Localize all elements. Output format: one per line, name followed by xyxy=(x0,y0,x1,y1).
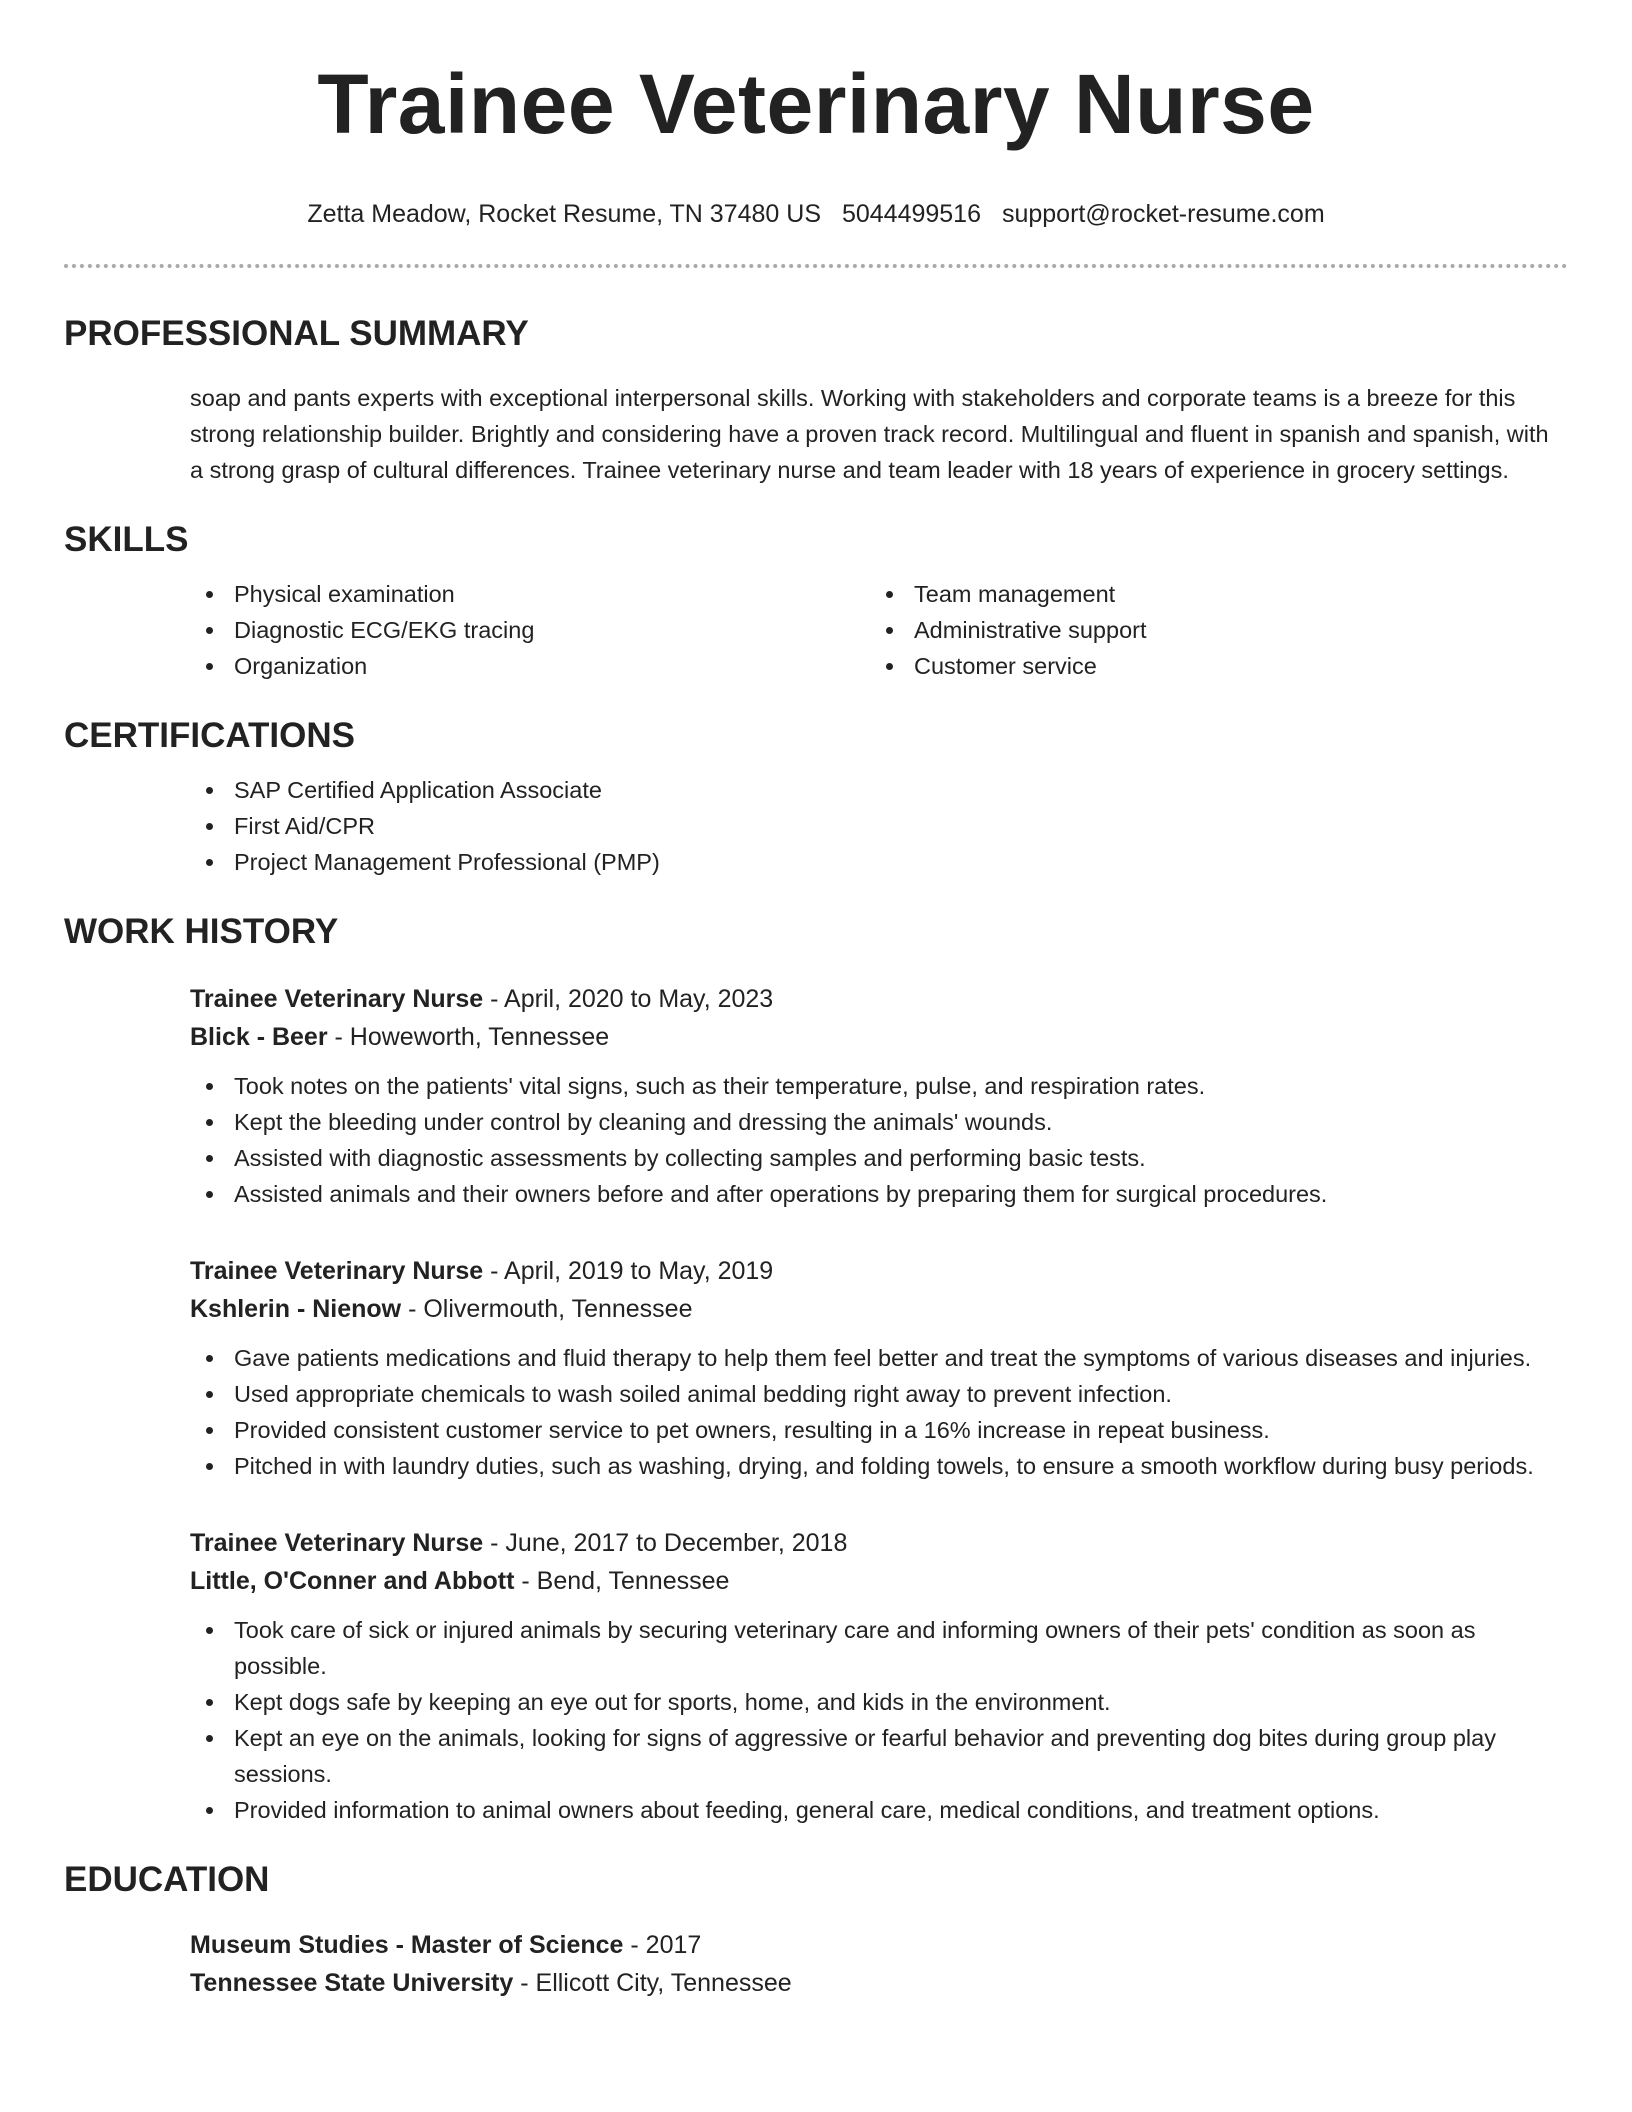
summary-section xyxy=(64,312,1568,488)
candidate-title: Trainee Veterinary Nurse xyxy=(317,57,1315,151)
list-item: SAP Certified Application Associate xyxy=(190,772,1568,808)
certifications-section xyxy=(64,714,1568,880)
list-item: First Aid/CPR xyxy=(190,808,1568,844)
job-company-line xyxy=(190,1290,1568,1328)
education-location: - Ellicott City, Tennessee xyxy=(513,1969,792,1997)
job-location: - Olivermouth, Tennessee xyxy=(401,1295,693,1323)
list-item: Provided consistent customer service to pet owners, resulting in a 16% increase in repeat business. xyxy=(190,1412,1568,1448)
list-item: Assisted animals and their owners before and after operations by preparing them for surgical procedures. xyxy=(190,1176,1568,1212)
list-item: Diagnostic ECG/EKG tracing xyxy=(190,612,870,648)
list-item: Assisted with diagnostic assessments by collecting samples and performing basic tests. xyxy=(190,1140,1568,1176)
job-location: - Bend, Tennessee xyxy=(514,1567,730,1595)
job-role: Trainee Veterinary Nurse xyxy=(190,1257,484,1285)
list-item: Customer service xyxy=(870,648,1568,684)
education-year: - 2017 xyxy=(623,1931,702,1959)
resume-header xyxy=(64,0,1568,268)
job-role-line xyxy=(190,980,1568,1018)
job-duties xyxy=(190,1612,1568,1828)
contact-address: Zetta Meadow, Rocket Resume, TN 37480 US xyxy=(307,200,821,228)
education-entry xyxy=(64,1926,1568,2002)
list-item: Pitched in with laundry duties, such as washing, drying, and folding towels, to ensure a smooth workflow during busy periods. xyxy=(190,1448,1568,1484)
job-role-line xyxy=(190,1252,1568,1290)
skills-list-right xyxy=(870,576,1568,684)
job-dates: - April, 2020 to May, 2023 xyxy=(483,985,774,1013)
header-divider xyxy=(64,264,1568,268)
work-history-heading: WORK HISTORY xyxy=(64,912,339,951)
list-item: Kept dogs safe by keeping an eye out for sports, home, and kids in the environment. xyxy=(190,1684,1568,1720)
job-dates: - June, 2017 to December, 2018 xyxy=(483,1529,848,1557)
summary-heading: PROFESSIONAL SUMMARY xyxy=(64,314,529,353)
job-role: Trainee Veterinary Nurse xyxy=(190,1529,484,1557)
job-role: Trainee Veterinary Nurse xyxy=(190,985,484,1013)
list-item: Administrative support xyxy=(870,612,1568,648)
skills-columns xyxy=(190,576,1568,684)
education-degree-line xyxy=(190,1926,1568,1964)
work-history-section xyxy=(64,910,1568,1828)
job-company-line xyxy=(190,1562,1568,1600)
job-entry xyxy=(64,1524,1568,1828)
job-company: Kshlerin - Nienow xyxy=(190,1295,402,1323)
list-item: Organization xyxy=(190,648,870,684)
certifications-heading: CERTIFICATIONS xyxy=(64,716,356,755)
list-item: Kept an eye on the animals, looking for signs of aggressive or fearful behavior and preventing dog bites during group play sessions. xyxy=(190,1720,1568,1792)
list-item: Used appropriate chemicals to wash soiled animal bedding right away to prevent infection. xyxy=(190,1376,1568,1412)
skills-heading: SKILLS xyxy=(64,520,189,559)
list-item: Gave patients medications and fluid therapy to help them feel better and treat the symptoms of various diseases and injuries. xyxy=(190,1340,1568,1376)
job-company: Blick - Beer xyxy=(190,1023,328,1051)
certifications-list xyxy=(190,772,1568,880)
contact-phone: 5044499516 xyxy=(841,200,981,228)
job-duties xyxy=(190,1068,1568,1212)
education-heading: EDUCATION xyxy=(64,1860,270,1899)
contact-email: support@rocket-resume.com xyxy=(1001,200,1325,228)
list-item: Kept the bleeding under control by cleaning and dressing the animals' wounds. xyxy=(190,1104,1568,1140)
education-school: Tennessee State University xyxy=(190,1969,514,1997)
list-item: Provided information to animal owners about feeding, general care, medical conditions, and treatment options. xyxy=(190,1792,1568,1828)
education-degree: Museum Studies - Master of Science xyxy=(190,1931,624,1959)
job-dates: - April, 2019 to May, 2019 xyxy=(483,1257,774,1285)
list-item: Project Management Professional (PMP) xyxy=(190,844,1568,880)
summary-text: soap and pants experts with exceptional interpersonal skills. Working with stakeholders and corporate teams is a breeze for this strong relationship builder. Brightly and considering have a proven track record. Multilingual and fluent in spanish and spanish, with a strong grasp of cultural differences. Trainee veterinary nurse and team leader with 18 years of experience in grocery settings. xyxy=(190,385,1549,483)
skills-list-left xyxy=(190,576,870,684)
job-role-line xyxy=(190,1524,1568,1562)
list-item: Physical examination xyxy=(190,576,870,612)
list-item: Took care of sick or injured animals by securing veterinary care and informing owners of their pets' condition as soon as possible. xyxy=(190,1612,1568,1684)
education-section xyxy=(64,1858,1568,2002)
education-school-line xyxy=(190,1964,1568,2002)
job-location: - Howeworth, Tennessee xyxy=(327,1023,610,1051)
job-duties xyxy=(190,1340,1568,1484)
job-entry xyxy=(64,980,1568,1212)
list-item: Team management xyxy=(870,576,1568,612)
contact-line xyxy=(64,198,1568,230)
job-company: Little, O'Conner and Abbott xyxy=(190,1567,515,1595)
list-item: Took notes on the patients' vital signs, such as their temperature, pulse, and respiration rates. xyxy=(190,1068,1568,1104)
job-company-line xyxy=(190,1018,1568,1056)
job-entry xyxy=(64,1252,1568,1484)
skills-section xyxy=(64,518,1568,684)
